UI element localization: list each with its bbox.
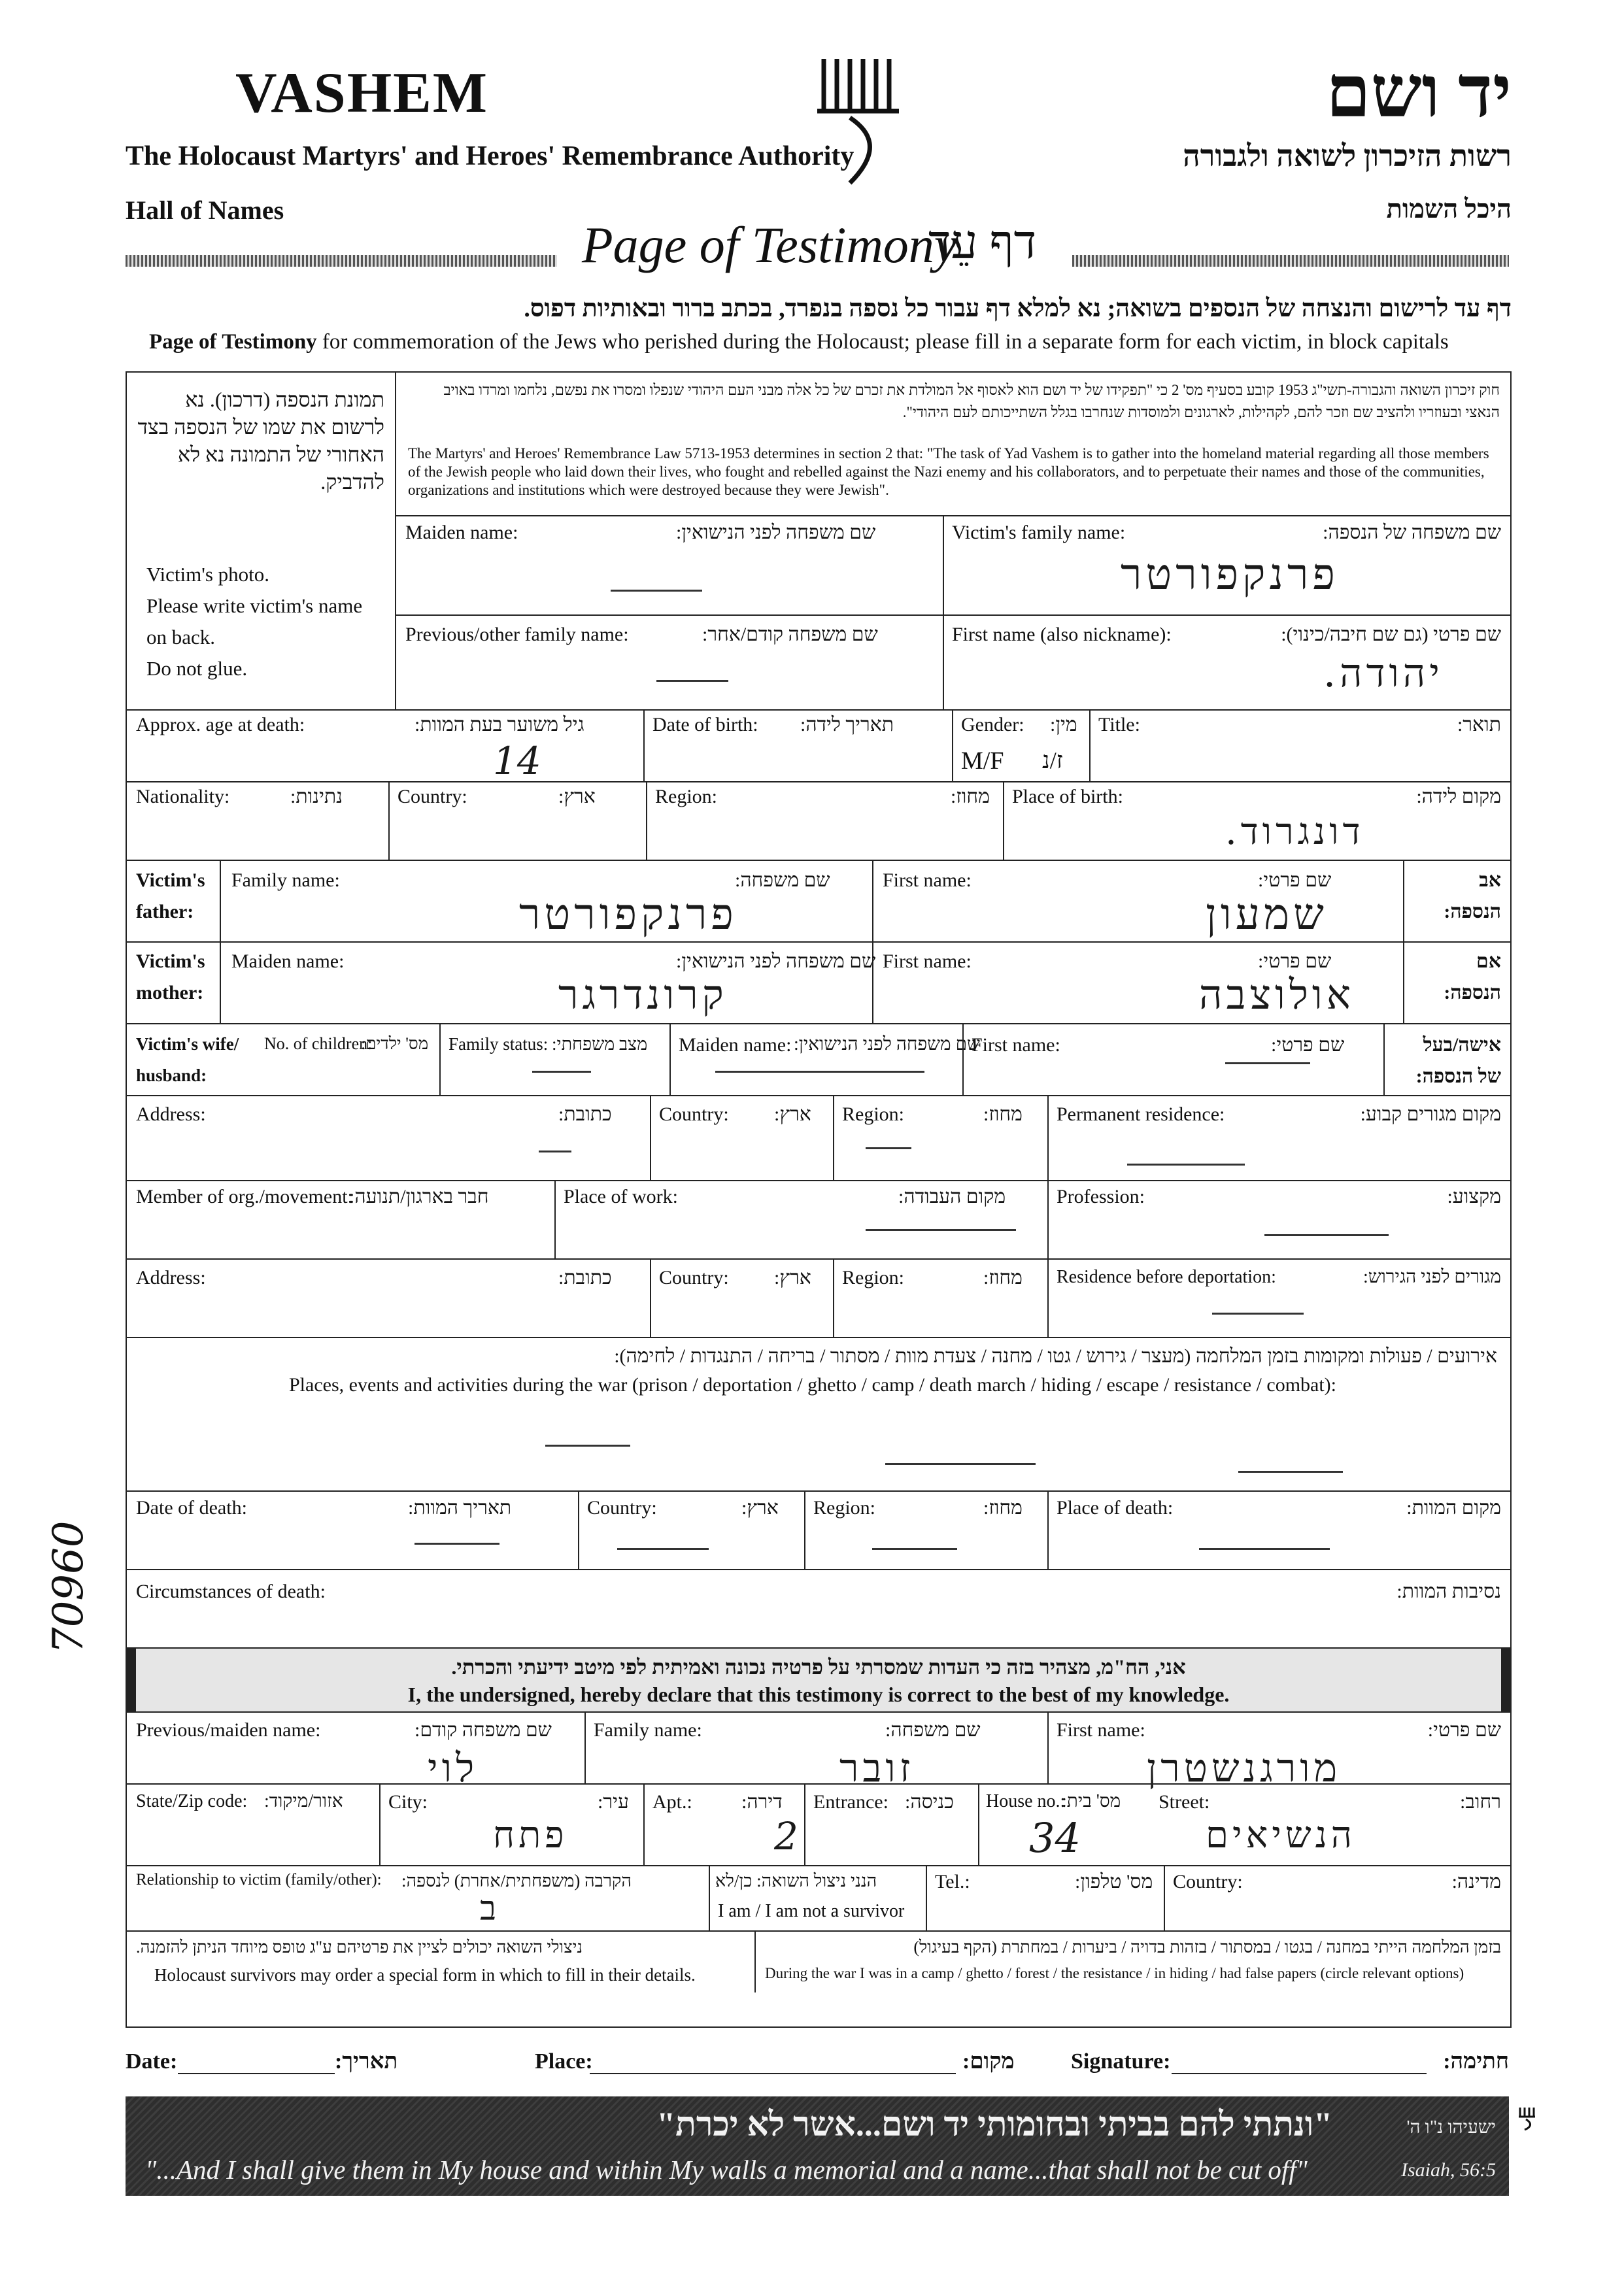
signature-line — [126, 2049, 1509, 2082]
tel-label-he: מס' טלפון: — [1075, 1871, 1153, 1892]
place-of-birth-value[interactable]: דונגרוד. — [1225, 811, 1364, 853]
state-zip-label-he: אזור/מיקוד: — [264, 1791, 343, 1811]
victim-first-name-value[interactable]: יהודה. — [1323, 650, 1444, 696]
country-label-he: ארץ: — [558, 786, 596, 807]
photo-box-en-line: on back. — [146, 626, 216, 648]
title-label-en: Title: — [1098, 714, 1140, 735]
org-name-he: יד ושם — [1326, 52, 1512, 132]
survivor-label-he[interactable]: הנני ניצול השואה: כן/לא — [715, 1871, 877, 1891]
date-label-en: Date: — [126, 2049, 178, 2074]
work-label-he: מקום העבודה: — [898, 1186, 1006, 1207]
previous-name-label-he: שם משפחה קודם/אחר: — [702, 624, 878, 645]
place-of-death-label-en: Place of death: — [1057, 1497, 1174, 1519]
declaration-en: I, the undersigned, hereby declare that this testimony is correct to the best of my knowledge. — [407, 1683, 1230, 1706]
country-label-he-2: ארץ: — [774, 1103, 811, 1125]
pob-label-he: מקום לידה: — [1416, 786, 1501, 807]
verse-ref-he: ישעיהו נ"ו ה' — [1406, 2117, 1496, 2138]
spouse-label-he-1: אישה/בעל — [1423, 1034, 1501, 1056]
father-label-en-1: Victim's — [136, 869, 205, 891]
authority-en: The Holocaust Martyrs' and Heroes' Remembrance Authority — [126, 141, 854, 171]
mother-first-label-en: First name: — [883, 950, 972, 972]
mother-label-en-1: Victim's — [136, 950, 205, 972]
street-label-en: Street: — [1159, 1791, 1210, 1813]
apt-value[interactable]: 2 — [774, 1814, 798, 1858]
date-of-death-label-he: תאריך המוות: — [408, 1497, 512, 1519]
declaration-he: אני, הח"מ, מצהיר בזה כי העדות שמסרתי על פרטיה נכונה ואמיתית לפי מיטב ידיעתי והכרתי. — [451, 1655, 1186, 1679]
declarant-first-name-value[interactable]: מורגנשטרן — [1147, 1745, 1342, 1791]
apt-label-en: Apt.: — [652, 1791, 692, 1813]
region-label-he: מחוז: — [951, 786, 990, 807]
verse-en: "...And I shall give them in My house and within My walls a memorial and a name...that shall not be cut off" — [145, 2155, 1308, 2185]
maiden-name-field[interactable] — [611, 590, 702, 592]
gender-label-en: Gender: — [961, 714, 1024, 735]
house-no-label-en: House no.: — [986, 1791, 1066, 1811]
age-label-en: Approx. age at death: — [136, 714, 305, 735]
events-label-he: אירועים / פעולות ומקומות בזמן המלחמה (מעצר / גירוש / גטו / מחנה / צעדת מוות / מסתור / בריחה / התנגדות / לחימה): — [614, 1345, 1497, 1367]
photo-box-he: תמונת הנספה (דרכון). נא לרשום את שמו של הנספה בצד האחורי של התמונה נא לא להדביק. — [137, 388, 384, 494]
spouse-maiden-label-he: שם משפחה לפני הנישואין: — [794, 1034, 980, 1054]
permanent-residence-field[interactable] — [1127, 1164, 1245, 1166]
residence-deportation-label-he: מגורים לפני הגירוש: — [1363, 1267, 1501, 1287]
mother-label-he-2: הנספה: — [1444, 982, 1501, 1003]
mother-maiden-label-en: Maiden name: — [231, 950, 345, 972]
relationship-label-en: Relationship to victim (family/other): — [136, 1871, 382, 1889]
spouse-first-label-he: שם פרטי: — [1271, 1034, 1345, 1056]
work-label-en: Place of work: — [564, 1186, 678, 1207]
family-name-label-he: שם משפחה של הנספה: — [1323, 522, 1501, 543]
apt-label-he: דירה: — [741, 1791, 783, 1813]
previous-name-label-en: Previous/other family name: — [405, 624, 629, 645]
relationship-label-he: הקרבה (משפחתית/אחרת) לנספה: — [401, 1871, 632, 1891]
title-label-he: תואר: — [1457, 714, 1501, 735]
events-field-2[interactable] — [885, 1463, 1036, 1465]
place-label-en: Place: — [535, 2049, 593, 2074]
prev-maiden-label-he: שם משפחה קודם: — [414, 1719, 552, 1741]
events-field[interactable] — [545, 1445, 630, 1447]
events-field-3[interactable] — [1238, 1471, 1343, 1473]
header-hatch-left — [126, 255, 557, 267]
country-label-en-2: Country: — [659, 1103, 729, 1125]
declarant-first-label-he: שם פרטי: — [1427, 1719, 1501, 1741]
survivors-note-en: Holocaust survivors may order a special form in which to fill in their details. — [154, 1965, 696, 1985]
country-label-he-5: מדינה: — [1451, 1871, 1501, 1892]
dob-label-en: Date of birth: — [652, 714, 758, 735]
address-label-en: Address: — [136, 1103, 206, 1125]
spouse-maiden-label-en: Maiden name: — [679, 1034, 792, 1056]
gender-label-he: מין: — [1050, 714, 1077, 735]
first-name-label-en: First name (also nickname): — [952, 624, 1172, 645]
father-label-en-2: father: — [136, 901, 194, 922]
address-label-he: כתובת: — [558, 1103, 612, 1125]
house-no-label-he: מס' בית: — [1062, 1791, 1121, 1811]
profession-label-en: Profession: — [1057, 1186, 1145, 1207]
survivors-note-he: ניצולי השואה יכולים לציין את פרטיהם ע"ג טופס מיוחד הניתן להזמנה. — [136, 1938, 583, 1957]
hall-of-names-he: היכל השמות — [1386, 194, 1512, 224]
signature-label-he: חתימה: — [1443, 2049, 1509, 2074]
nationality-label-en: Nationality: — [136, 786, 230, 807]
declarant-family-label-en: Family name: — [594, 1719, 702, 1741]
signature-field[interactable] — [1172, 2073, 1427, 2074]
father-label-he-2: הנספה: — [1444, 901, 1501, 922]
page-title-he: דף עֵד — [928, 216, 1037, 269]
org-name-en: VASHEM — [235, 61, 488, 125]
hall-of-names-en: Hall of Names — [126, 195, 284, 225]
street-value[interactable]: הנשיאים — [1206, 1814, 1356, 1857]
photo-box-en — [146, 559, 362, 684]
photo-box-en-line: Please write victim's name — [146, 594, 363, 617]
circumstances-label-en: Circumstances of death: — [136, 1581, 326, 1602]
state-zip-label-en: State/Zip code: — [136, 1791, 248, 1811]
spouse-maiden-field[interactable] — [715, 1071, 924, 1073]
date-of-death-field[interactable] — [414, 1543, 499, 1545]
address-label-he-2: כתובת: — [558, 1267, 612, 1288]
country-label-en: Country: — [398, 786, 467, 807]
previous-name-field[interactable] — [656, 680, 728, 682]
father-label-he-1: אב — [1479, 869, 1501, 891]
date-label-he: תאריך: — [335, 2049, 398, 2074]
region-label-he-3: מחוז: — [983, 1267, 1023, 1288]
testimony-form — [126, 371, 1512, 2028]
member-label-he: חבר בארגון/תנועה: — [349, 1186, 489, 1207]
dob-label-he: תאריך לידה: — [800, 714, 894, 735]
mother-first-label-he: שם פרטי: — [1258, 950, 1332, 972]
place-of-death-label-he: מקום המוות: — [1406, 1497, 1501, 1519]
region-field-2[interactable] — [866, 1147, 911, 1149]
margin-handwritten-number: 70960 — [44, 1521, 93, 1654]
entrance-label-he: כניסה: — [905, 1791, 954, 1813]
spouse-first-field[interactable] — [1225, 1062, 1310, 1064]
date-of-death-label-en: Date of death: — [136, 1497, 247, 1519]
mother-maiden-label-he: שם משפחה לפני הנישואין: — [676, 950, 876, 972]
instructions-en-text: for commemoration of the Jews who perished during the Holocaust; please fill in a separate form for each victim, in block capitals — [322, 330, 1449, 354]
city-label-he: עיר: — [598, 1791, 629, 1813]
verse-ref-en: Isaiah, 56:5 — [1401, 2159, 1496, 2181]
family-status-label-he: מצב משפחתי: — [552, 1034, 648, 1054]
place-label-he: מקום: — [962, 2049, 1015, 2074]
father-first-label-en: First name: — [883, 869, 972, 891]
instructions-he: דף עד לרישום והנצחה של הנספים בשואה; נא למלא דף עבור כל נספה בנפרד, בכתב ברור ובאותיות דפוס. — [524, 295, 1512, 322]
city-label-en: City: — [388, 1791, 428, 1813]
family-name-label-en: Victim's family name: — [952, 522, 1126, 543]
permanent-residence-label-en: Permanent residence: — [1057, 1103, 1225, 1125]
father-first-label-he: שם פרטי: — [1258, 869, 1332, 891]
house-no-value[interactable]: 34 — [1029, 1814, 1081, 1862]
declarant-prev-name-value[interactable]: לוי — [428, 1745, 479, 1791]
residence-deportation-label-en: Residence before deportation: — [1057, 1267, 1276, 1287]
region-label-en-4: Region: — [813, 1497, 875, 1519]
small-logo-icon — [1517, 2105, 1536, 2131]
residence-deportation-field[interactable] — [1212, 1313, 1304, 1315]
work-field[interactable] — [866, 1229, 1016, 1231]
country-label-en-5: Country: — [1173, 1871, 1243, 1892]
maiden-name-label-en: Maiden name: — [405, 522, 518, 543]
nationality-label-he: נתינות: — [290, 786, 343, 807]
spouse-label-en-2: husband: — [136, 1066, 207, 1085]
photo-box-divider — [395, 373, 396, 709]
region-label-he-4: מחוז: — [983, 1497, 1023, 1519]
street-label-he: רחוב: — [1460, 1791, 1501, 1813]
instructions-en-bold: Page of Testimony — [149, 330, 317, 354]
father-family-label-en: Family name: — [231, 869, 340, 891]
father-family-label-he: שם משפחה: — [735, 869, 830, 891]
children-label-en: No. of children: — [264, 1034, 373, 1053]
family-status-field[interactable] — [532, 1071, 591, 1073]
father-family-name-value[interactable]: פרנקפורטר — [519, 889, 737, 939]
region-label-en: Region: — [655, 786, 717, 807]
date-field[interactable] — [178, 2073, 335, 2074]
photo-box-en-line: Victim's photo. — [146, 563, 269, 586]
country-label-he-3: ארץ: — [774, 1267, 811, 1288]
circumstances-label-he: נסיבות המוות: — [1396, 1581, 1501, 1602]
instructions-en — [149, 330, 1449, 354]
member-label-en: Member of org./movement: — [136, 1186, 353, 1207]
authority-he: רשות הזיכרון לשואה ולגבורה — [1183, 139, 1512, 173]
region-label-en-3: Region: — [842, 1267, 904, 1288]
family-status-label-en: Family status: — [448, 1034, 549, 1054]
place-field[interactable] — [590, 2073, 956, 2074]
victim-family-name-value[interactable]: פרנקפורטר — [1121, 549, 1339, 599]
region-label-en-2: Region: — [842, 1103, 904, 1125]
mother-label-en-2: mother: — [136, 982, 204, 1003]
gender-options-he[interactable]: ז/נ — [1042, 747, 1063, 773]
during-war-en[interactable]: During the war I was in a camp / ghetto / forest / the resistance / in hiding / had false papers (circle relevant options) — [765, 1965, 1464, 1981]
header-hatch-right — [1072, 255, 1509, 267]
declarant-family-label-he: שם משפחה: — [885, 1719, 981, 1741]
mother-label-he-1: אם — [1476, 950, 1501, 972]
country-label-en-3: Country: — [659, 1267, 729, 1288]
survivor-label-en[interactable]: I am / I am not a survivor — [718, 1901, 905, 1921]
first-name-label-he: שם פרטי (גם שם חיבה/כינוי): — [1281, 624, 1501, 645]
relationship-value[interactable]: ב — [480, 1889, 501, 1928]
spouse-label-en-1: Victim's wife/ — [136, 1034, 239, 1054]
place-of-death-field[interactable] — [1199, 1548, 1330, 1550]
spouse-label-he-2: של הנספה: — [1415, 1066, 1501, 1087]
age-label-he: גיל משוער בעת המוות: — [414, 714, 584, 735]
mother-maiden-name-value[interactable]: קרונדרגר — [558, 971, 728, 1018]
region-label-he-2: מחוז: — [983, 1103, 1023, 1125]
declarant-family-name-value[interactable]: זובר — [839, 1745, 915, 1791]
profession-field[interactable] — [1264, 1234, 1389, 1236]
photo-box-en-line: Do not glue. — [146, 657, 248, 680]
yad-vashem-logo — [811, 52, 909, 190]
law-text-en: The Martyrs' and Heroes' Remembrance Law 5713-1953 determines in section 2 that: "The task of Yad Vashem is to gather into the homeland material regarding all those members of the Jewish people who laid down their lives, who fought and rebelled against the Nazi enemy and his collaborators, and to perpetuate their names and those of the communities, organizations and institutions which were destroyed because they were Jewish". — [408, 445, 1489, 498]
children-label-he: מס' ילדים: — [361, 1034, 429, 1053]
age-value[interactable]: 14 — [493, 739, 541, 783]
father-first-name-value[interactable]: שמעון — [1206, 889, 1328, 939]
address-field[interactable] — [539, 1151, 571, 1152]
during-war-he[interactable]: בזמן המלחמה הייתי במחנה / בגטו / במסתור / בזהות בדויה / ביערות / במחתרת (הקף בעיגול) — [913, 1938, 1501, 1957]
address-label-en-2: Address: — [136, 1267, 206, 1288]
tel-label-en: Tel.: — [935, 1871, 970, 1892]
gender-options[interactable]: M/F — [961, 747, 1004, 775]
profession-label-he: מקצוע: — [1447, 1186, 1501, 1207]
prev-maiden-label-en: Previous/maiden name: — [136, 1719, 321, 1741]
country-death-field[interactable] — [617, 1548, 709, 1550]
events-label-en: Places, events and activities during the war (prison / deportation / ghetto / camp / death march / hiding / escape / resistance / combat): — [289, 1374, 1337, 1396]
spouse-first-label-en: First name: — [972, 1034, 1060, 1056]
page-title-en: Page of Testimony — [582, 216, 957, 273]
declarant-first-label-en: First name: — [1057, 1719, 1145, 1741]
signature-label-en: Signature: — [1071, 2049, 1171, 2074]
verse-he: "ונתתי להם בביתי ובחומותי יד ושם...אשר לא יכרת" — [656, 2106, 1332, 2143]
permanent-residence-label-he: מקום מגורים קבוע: — [1360, 1103, 1501, 1125]
mother-first-name-value[interactable]: אולוצבה — [1199, 971, 1355, 1018]
law-text-he: חוק זיכרון השואה והגבורה-תשי"ג 1953 קובע בסעיף מס' 2 כי "תפקידו של יד ושם הוא לאסוף אל המולדת את זכרם של כל אלה מבני העם היהודי שנפלו ומסרו את נפשם, נלחמו ומרדו באויב הנאצי ובעוזריו ולהציב שם וזכר להם, לקהילות, לארגונים ולמוסדות שנחרבו בגלל השתייכותם לעם היהודי". — [443, 382, 1500, 420]
pob-label-en: Place of birth: — [1012, 786, 1123, 807]
entrance-label-en: Entrance: — [813, 1791, 888, 1813]
region-death-field[interactable] — [872, 1548, 957, 1550]
country-label-en-4: Country: — [587, 1497, 657, 1519]
city-value[interactable]: פתח — [493, 1814, 568, 1857]
maiden-name-label-he: שם משפחה לפני הנישואין: — [676, 522, 876, 543]
country-label-he-4: ארץ: — [741, 1497, 779, 1519]
verse-banner — [126, 2096, 1509, 2196]
